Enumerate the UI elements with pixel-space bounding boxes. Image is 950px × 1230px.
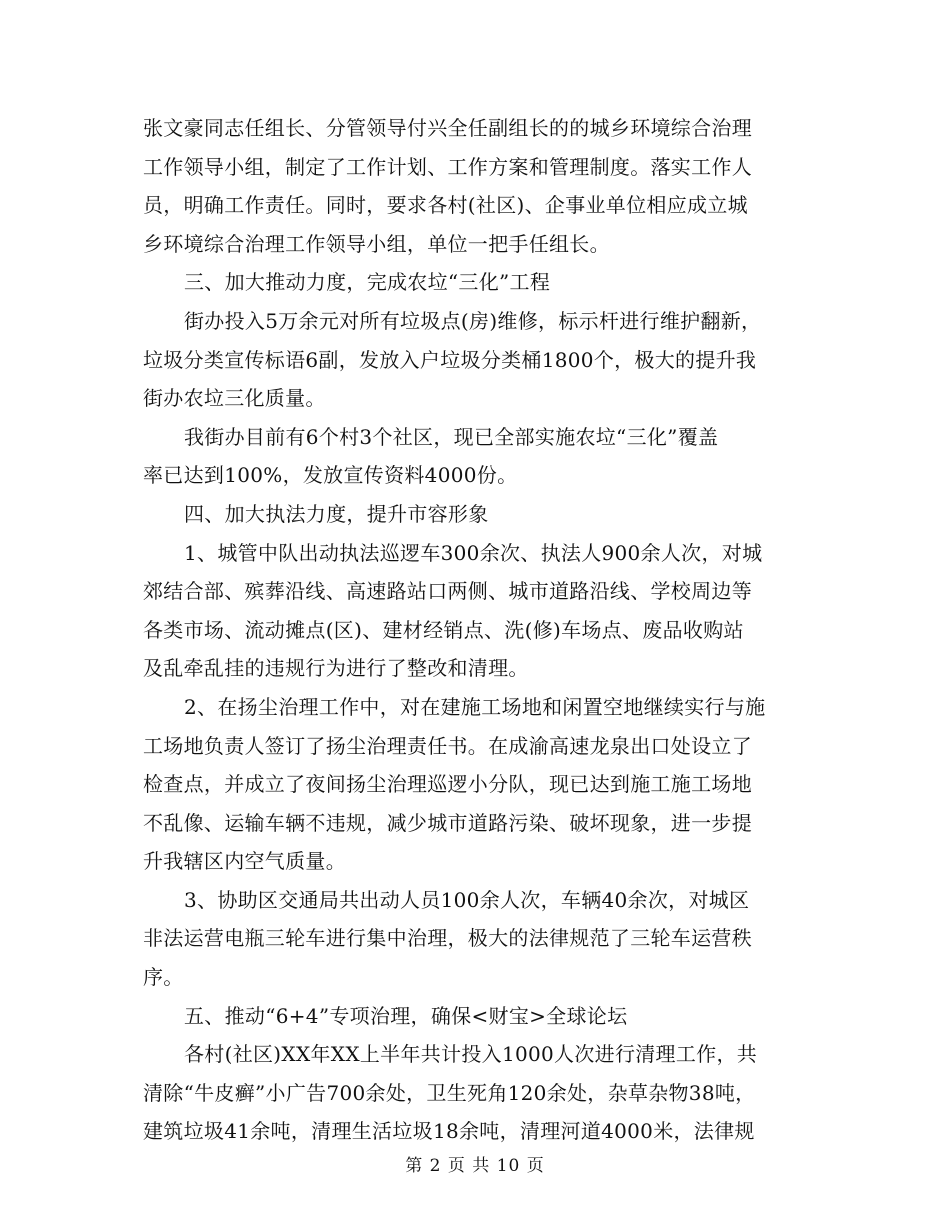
text-line: 1、城管中队出动执法巡逻车300余次、执法人900余人次，对城 (184, 540, 763, 565)
text-line: 张文豪同志任组长、分管领导付兴全任副组长的的城乡环境综合治理 (143, 116, 752, 140)
text-line: 乡环境综合治理工作领导小组，单位一把手任组长。 (143, 231, 610, 256)
text-line: 序。 (143, 965, 184, 990)
section-heading: 五、推动“6+4”专项治理，确保<财宝>全球论坛 (184, 1003, 628, 1028)
text-line: 郊结合部、殡葬沿线、高速路站口两侧、城市道路沿线、学校周边等 (143, 579, 752, 604)
text-line: 不乱像、运输车辆不违规，减少城市道路污染、破坏现象，进一步提 (143, 810, 752, 835)
text-line: 街办投入5万余元对所有垃圾点(房)维修，标示杆进行维护翻新， (184, 308, 762, 333)
text-line: 垃圾分类宣传标语6副，发放入户垃圾分类桶1800个，极大的提升我 (143, 347, 757, 372)
text-line: 2、在扬尘治理工作中，对在建施工场地和闲置空地继续实行与施 (184, 694, 766, 719)
text-line: 3、协助区交通局共出动人员100余人次，车辆40余次，对城区 (184, 887, 750, 912)
text-line: 清除“牛皮癣”小广告700余处，卫生死角120余处，杂草杂物38吨， (143, 1080, 756, 1105)
text-line: 率已达到100%，发放宣传资料4000份。 (143, 463, 518, 488)
text-line: 检查点，并成立了夜间扬尘治理巡逻小分队，现已达到施工施工场地 (143, 772, 752, 797)
document-body (143, 109, 803, 1151)
section-heading: 四、加大执法力度，提升市容形象 (184, 501, 489, 526)
text-line: 各类市场、流动摊点(区)、建材经销点、洗(修)车场点、废品收购站 (143, 617, 744, 642)
text-line: 街办农垃三化质量。 (143, 386, 326, 411)
text-line: 非法运营电瓶三轮车进行集中治理，极大的法律规范了三轮车运营秩 (143, 926, 752, 951)
text-line: 建筑垃圾41余吨，清理生活垃圾18余吨，清理河道4000米，法律规 (143, 1119, 755, 1144)
text-line: 员，明确工作责任。同时，要求各村(社区)、企事业单位相应成立城 (143, 193, 748, 218)
page-number-footer: 第 2 页 共 10 页 (405, 1156, 545, 1176)
section-heading: 三、加大推动力度，完成农垃“三化”工程 (184, 270, 551, 295)
text-line: 工场地负责人签订了扬尘治理责任书。在成渝高速龙泉出口处设立了 (143, 733, 752, 758)
text-line: 升我辖区内空气质量。 (143, 849, 346, 874)
text-line: 各村(社区)XX年XX上半年共计投入1000人次进行清理工作，共 (184, 1042, 758, 1067)
text-line: 我街办目前有6个村3个社区，现已全部实施农垃“三化”覆盖 (184, 424, 719, 449)
text-line: 及乱牵乱挂的违规行为进行了整改和清理。 (143, 656, 529, 681)
text-line: 工作领导小组，制定了工作计划、工作方案和管理制度。落实工作人 (143, 154, 752, 179)
